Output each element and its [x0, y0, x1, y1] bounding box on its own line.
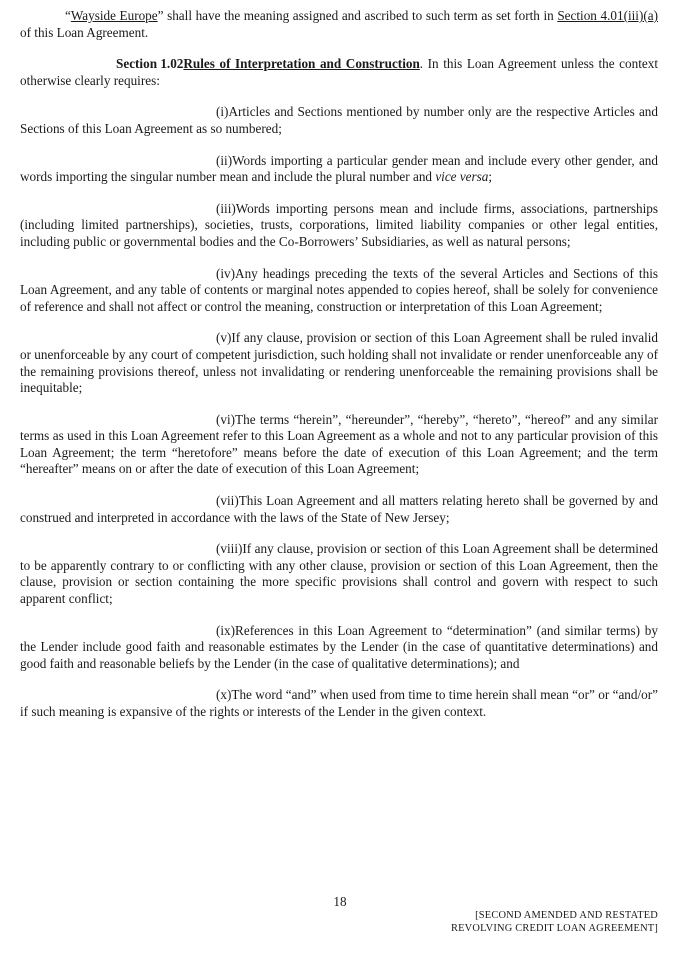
- clause-number: (iv): [216, 265, 236, 281]
- clause-number: (v): [216, 330, 232, 346]
- clause-text: Any headings preceding the texts of the several Articles and Sections of this Loan Agreement, and any table of contents or marginal notes appended to copies hereof, shall be solely for convenience of reference and shall not affect or control the meaning, construction or interpretation of this Loan Agreement;: [20, 265, 658, 314]
- defined-term: Wayside Europe: [70, 8, 158, 23]
- footer-line-1: [SECOND AMENDED AND RESTATED: [475, 910, 658, 921]
- section-title: Rules of Interpretation and Construction: [183, 56, 420, 72]
- clause-vi: [20, 412, 658, 478]
- clause-iii: [20, 201, 658, 251]
- clause-vii: [20, 493, 658, 526]
- clause-text: This Loan Agreement and all matters relating hereto shall be governed by and construed and interpreted in accordance with the laws of the State of New Jersey;: [20, 493, 658, 525]
- clause-ii: [20, 153, 658, 186]
- document-body: [20, 8, 658, 736]
- section-number: Section 1.02: [116, 56, 184, 72]
- clause-ix: [20, 623, 658, 673]
- section-heading-paragraph: [20, 56, 658, 89]
- clause-iv: [20, 266, 658, 316]
- clause-text: References in this Loan Agreement to “determination” (and similar terms) by the Lender include good faith and reasonable estimates by the Lender (in the case of quantitative determinations) and good faith and reasonable beliefs by the Lender (in the case of qualitative determinations); and: [20, 622, 658, 671]
- definition-text-end: of this Loan Agreement.: [20, 24, 149, 40]
- clause-viii: [20, 541, 658, 607]
- clause-number: (ix): [216, 622, 236, 638]
- page-number: 18: [333, 894, 347, 909]
- clause-number: (i): [216, 104, 229, 120]
- open-quote: “: [65, 8, 71, 23]
- clause-text: Words importing a particular gender mean and include every other gender, and words importing the singular number mean and include the plural number and: [20, 152, 658, 185]
- clause-text: If any clause, provision or section of this Loan Agreement shall be determined to be apparently contrary to or conflicting with any other clause, provision or section of this Loan Agreement, then the clause, provision or section containing the more specific provisions shall control and govern with respect to such apparent conflict;: [20, 541, 658, 607]
- clause-text: The terms “herein”, “hereunder”, “hereby”, “hereto”, “hereof” and any similar terms as used in this Loan Agreement refer to this Loan Agreement as a whole and not to any particular provision of this Loan Agreement; the term “heretofore” means before the date of execution of this Loan Agreement; and the term “hereafter” means on or after the date of execution of this Loan Agreement;: [20, 411, 658, 477]
- definition-text: shall have the meaning assigned and ascribed to such term as set forth in: [163, 8, 558, 23]
- clause-number: (viii): [216, 541, 243, 557]
- document-footer: [451, 909, 658, 935]
- clause-number: (x): [216, 687, 232, 703]
- clause-text: Articles and Sections mentioned by number only are the respective Articles and Sections of this Loan Agreement as so numbered;: [20, 104, 658, 136]
- clause-x: [20, 687, 658, 720]
- clause-text-end: ;: [488, 169, 493, 185]
- footer-line-2: REVOLVING CREDIT LOAN AGREEMENT]: [451, 923, 658, 934]
- clause-text: Words importing persons mean and include firms, associations, partnerships (including limited partnerships), societies, trusts, corporations, limited liability companies or other legal entities, including public or governmental bodies and the Co-Borrowers’ Subsidiaries, as well as natural persons;: [20, 200, 658, 249]
- clause-text: The word “and” when used from time to time herein shall mean “or” or “and/or” if such meaning is expansive of the rights or interests of the Lender in the given context.: [20, 687, 658, 719]
- clause-i: [20, 104, 658, 137]
- clause-text: If any clause, provision or section of this Loan Agreement shall be ruled invalid or unenforceable by any court of competent jurisdiction, such holding shall not invalidate or render unenforceable any of the remaining provisions thereof, unless not invalidating or rendering unenforceable the remaining provisions shall be inequitable;: [20, 330, 658, 396]
- section-intro-text: . In this Loan Agreement unless the context otherwise clearly requires:: [20, 56, 658, 88]
- clause-number: (vi): [216, 411, 236, 427]
- clause-number: (ii): [216, 152, 233, 168]
- clause-italic-text: vice versa: [435, 169, 489, 185]
- section-reference: Section 4.01(iii)(a): [557, 8, 658, 23]
- definition-paragraph: [20, 8, 658, 41]
- clause-v: [20, 330, 658, 396]
- close-quote: ”: [157, 8, 164, 23]
- clause-number: (vii): [216, 493, 239, 509]
- clause-number: (iii): [216, 200, 236, 216]
